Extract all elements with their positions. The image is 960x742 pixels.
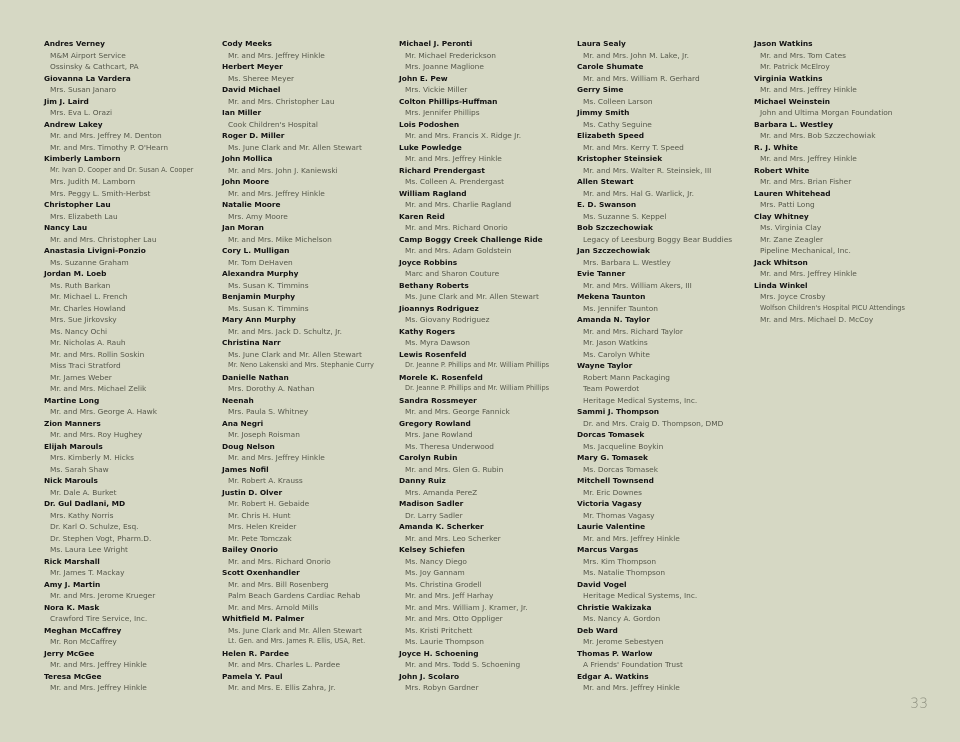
donor-line: Mr. and Mrs. George Fannick (405, 407, 510, 416)
honoree-name: Morele K. Rosenfeld (399, 372, 483, 382)
donor-line: Mr. Zane Zeagler (760, 234, 824, 244)
donor-line: Mr. and Mrs. E. Ellis Zahra, Jr. (228, 683, 336, 692)
honoree-name: Justin D. Olver (222, 487, 283, 497)
donor-line: Ms. Laurie Thompson (405, 637, 484, 646)
donor-line: Mr. and Mrs. Jeffrey Hinkle (760, 85, 857, 94)
donor-line: Mr. and Mrs. Richard Onorio (405, 223, 508, 232)
honoree-name: James Nofil (222, 464, 269, 474)
donor-line: Mr. and Mrs. Bill Rosenberg (228, 579, 329, 589)
donor-line: Mr. Chris H. Hunt (228, 510, 291, 520)
donor-line: Mr. and Mrs. Michael Zelik (50, 384, 147, 393)
honoree-name: Bob Szczechowiak (577, 223, 653, 232)
donor-line: Marc and Sharon Couture (405, 269, 500, 278)
donor-line: Mrs. Kim Thompson (583, 556, 657, 566)
column-2 (222, 38, 394, 694)
donor-line: Mr. Robert H. Gebaide (228, 499, 310, 508)
donor-line: M&M Airport Service (50, 50, 126, 60)
column-5 (754, 38, 926, 326)
column-1 (44, 38, 216, 694)
donor-line: Pipeline Mechanical, Inc. (760, 246, 851, 255)
donor-line: Mr. and Mrs. Jeff Harhay (405, 591, 494, 600)
donor-line: Mr. and Mrs. Hal G. Warlick, Jr. (583, 188, 695, 198)
honoree-name: Pamela Y. Paul (222, 671, 283, 681)
honoree-name: Mary Ann Murphy (222, 315, 296, 324)
donor-line: Dr. Stephen Vogt, Pharm.D. (50, 533, 152, 543)
donor-line: Ms. Suzanne S. Keppel (583, 211, 667, 221)
donor-line: Mrs. Elizabeth Lau (50, 211, 118, 221)
donor-line: Ms. Carolyn White (583, 349, 650, 359)
honoree-name: Cody Meeks (222, 39, 272, 48)
honoree-name: Virginia Watkins (754, 73, 823, 83)
honoree-name: Nora K. Mask (44, 602, 100, 612)
honoree-name: David Vogel (577, 579, 627, 589)
donor-line: Ms. Nancy A. Gordon (583, 614, 661, 623)
honoree-name: Andres Verney (44, 39, 105, 48)
donor-line: Mrs. Kimberly M. Hicks (50, 453, 134, 462)
honoree-name: Helen R. Pardee (222, 648, 289, 658)
donor-line: John and Ultima Morgan Foundation (760, 108, 893, 117)
honoree-name: John Mollica (222, 154, 273, 163)
honoree-name: Martine Long (44, 395, 100, 405)
donor-line: Legacy of Leesburg Boggy Bear Buddies (583, 234, 733, 244)
donor-line: Mr. and Mrs. John J. Kaniewski (228, 165, 338, 175)
honoree-name: Marcus Vargas (577, 545, 639, 554)
honoree-name: Benjamin Murphy (222, 292, 296, 301)
donor-line: Mr. and Mrs. Charles L. Pardee (228, 660, 341, 669)
honoree-name: Dr. Gul Dadlani, MD (44, 499, 126, 508)
honoree-name: Meghan McCaffrey (44, 625, 122, 635)
donor-line: Mr. and Mrs. Mike Michelson (228, 234, 332, 244)
honoree-name: Anastasia Livigni-Ponzio (44, 246, 146, 255)
honoree-name: Jordan M. Loeb (44, 269, 107, 278)
donor-line: Mr. Robert A. Krauss (228, 476, 303, 485)
donor-line: Mr. and Mrs. Jerome Krueger (50, 591, 156, 600)
donor-line: Ms. Theresa Underwood (405, 441, 494, 451)
honoree-name: Mekena Taunton (577, 292, 646, 301)
donor-line: Mrs. Susan Janaro (50, 85, 117, 94)
donor-line: Robert Mann Packaging (583, 372, 670, 382)
donor-line: Ms. Joy Gannam (405, 568, 465, 577)
donor-line: Mrs. Jane Rowland (405, 430, 473, 439)
donor-line: Mr. and Mrs. Jeffrey Hinkle (228, 188, 325, 198)
honoree-name: Lois Podoshen (399, 119, 460, 129)
donor-line: Mr. Jerome Sebestyen (583, 637, 664, 646)
donor-line: Mrs. Judith M. Lamborn (50, 177, 136, 186)
donor-line: Ms. Myra Dawson (405, 338, 470, 347)
donor-line: Mr. and Mrs. Otto Oppliger (405, 614, 503, 623)
donor-line: Ms. June Clark and Mr. Allen Stewart (405, 292, 539, 301)
honoree-name: Robert White (754, 165, 810, 175)
donor-line: Mrs. Eva L. Orazi (50, 108, 113, 117)
honoree-name: Mitchell Townsend (577, 476, 654, 485)
honoree-name: Madison Sadler (399, 499, 464, 508)
donor-line: Mr. and Mrs. Kerry T. Speed (583, 142, 684, 152)
donor-line: Mr. and Mrs. Richard Onorio (228, 556, 331, 566)
donor-line: Mr. and Mrs. Timothy P. O'Hearn (50, 142, 169, 152)
donor-line: Mrs. Amy Moore (228, 211, 288, 221)
honoree-name: Ian Miller (222, 108, 262, 117)
donor-line: Mr. Charles Howland (50, 303, 126, 313)
donor-line: Mrs. Peggy L. Smith-Herbst (50, 188, 151, 198)
honoree-name: Cory L. Mulligan (222, 246, 290, 255)
honoree-name: Camp Boggy Creek Challenge Ride (399, 234, 543, 244)
honoree-name: Jack Whitson (754, 257, 808, 267)
donor-line: Mr. Michael L. French (50, 292, 128, 301)
honoree-name: Kimberly Lamborn (44, 154, 121, 163)
donor-line: Mr. James Weber (50, 372, 112, 382)
donor-line: Dr. Karl O. Schulze, Esq. (50, 522, 139, 531)
donor-line: Mrs. Amanda PereZ (405, 487, 478, 497)
donor-line: Wolfson Children's Hospital PICU Attendings (760, 303, 905, 312)
honoree-name: Lauren Whitehead (754, 188, 831, 198)
donor-line: Mr. and Mrs. Walter R. Steinsiek, III (583, 165, 712, 175)
honoree-name: Scott Oxenhandler (222, 568, 300, 577)
donor-line: Mrs. Robyn Gardner (405, 683, 479, 692)
donor-line: Mr. and Mrs. William Akers, III (583, 280, 692, 290)
donor-line: Ms. Kristi Pritchett (405, 625, 473, 635)
donor-line: Mrs. Vickie Miller (405, 85, 468, 94)
honoree-name: Jim J. Laird (44, 96, 89, 106)
honoree-name: Danielle Nathan (222, 372, 289, 382)
honoree-name: Gerry Sime (577, 85, 624, 94)
donor-line: Ms. Christina Grodell (405, 579, 482, 589)
donor-line: Ms. Jacqueline Boykin (583, 441, 664, 451)
honoree-name: Doug Nelson (222, 441, 275, 451)
honoree-name: Danny Ruiz (399, 476, 446, 485)
donor-line: Lt. Gen. and Mrs. James R. Ellis, USA, Ret. (228, 637, 366, 645)
honoree-name: Edgar A. Watkins (577, 671, 649, 681)
honoree-name: John Moore (222, 177, 270, 186)
donor-line: Mrs. Patti Long (760, 200, 815, 209)
donor-line: Mr. Jason Watkins (583, 338, 648, 347)
donor-line: Ms. Sarah Shaw (50, 464, 109, 474)
donor-line: Mr. Michael Frederickson (405, 50, 496, 60)
honoree-name: Jason Watkins (754, 39, 813, 48)
honoree-name: Teresa McGee (44, 671, 102, 681)
honoree-name: Alexandra Murphy (222, 269, 299, 278)
donor-line: Mr. Ron McCaffrey (50, 637, 117, 646)
honoree-name: Lewis Rosenfeld (399, 349, 467, 359)
donor-line: Ms. Jennifer Taunton (583, 303, 658, 313)
honoree-name: John J. Scolaro (399, 671, 460, 681)
honoree-name: Gregory Rowland (399, 418, 471, 428)
donor-line: Ms. Giovany Rodriguez (405, 315, 490, 324)
honoree-name: Linda Winkel (754, 280, 808, 290)
honoree-name: Sammi J. Thompson (577, 407, 660, 416)
donor-line: Dr. Larry Sadler (405, 510, 463, 520)
donor-line: Ms. Nancy Ochi (50, 326, 108, 336)
donor-line: Ms. Colleen Larson (583, 96, 653, 106)
donor-line: Mr. and Mrs. Richard Taylor (583, 326, 683, 336)
donor-line: Mr. Patrick McElroy (760, 62, 830, 71)
honoree-name: Jan Szczechowiak (577, 246, 650, 255)
honoree-name: Dorcas Tomasek (577, 430, 645, 439)
donor-line: Ms. Ruth Barkan (50, 280, 111, 290)
donor-line: Mr. and Mrs. Jeffrey M. Denton (50, 131, 162, 140)
donor-line: Mr. and Mrs. Francis X. Ridge Jr. (405, 131, 522, 140)
honoree-name: Bailey Onorio (222, 545, 278, 554)
donor-line: Dr. Jeanne P. Phillips and Mr. William Phillips (405, 384, 550, 392)
honoree-name: Ana Negri (222, 418, 264, 428)
donor-line: Mr. and Mrs. Arnold Mills (228, 602, 319, 612)
honoree-name: Joyce Robbins (399, 257, 458, 267)
donor-line: Mr. and Mrs. Michael D. McCoy (760, 315, 874, 324)
donor-line: Mr. and Mrs. George A. Hawk (50, 407, 157, 416)
donor-line: Ms. Susan K. Timmins (228, 303, 309, 313)
donor-line: Heritage Medical Systems, Inc. (583, 591, 698, 600)
donor-line: Mr. and Mrs. Bob Szczechowiak (760, 131, 876, 140)
honoree-name: Bethany Roberts (399, 280, 469, 290)
honoree-name: Victoria Vagasy (577, 499, 642, 508)
donor-line: Ms. Dorcas Tomasek (583, 464, 658, 474)
honoree-name: Jioannys Rodriguez (399, 303, 479, 313)
honoree-name: Zion Manners (44, 418, 101, 428)
donor-line: Mr. and Mrs. Adam Goldstein (405, 246, 512, 255)
donor-line: Mr. Ivan D. Cooper and Dr. Susan A. Cooper (50, 165, 194, 174)
honoree-name: Giovanna La Vardera (44, 73, 131, 83)
donor-line: Mr. and Mrs. Jeffrey Hinkle (228, 453, 325, 462)
honoree-name: Joyce H. Schoening (399, 648, 479, 658)
donor-line: Ms. Susan K. Timmins (228, 280, 309, 290)
donor-line: Ms. Nancy Diego (405, 556, 467, 566)
donor-line: Mrs. Paula S. Whitney (228, 407, 309, 416)
donor-line: Mrs. Joanne Maglione (405, 62, 484, 71)
honoree-name: Evie Tanner (577, 269, 626, 278)
honoree-name: William Ragland (399, 188, 467, 198)
donor-line: Mr. and Mrs. Jeffrey Hinkle (228, 50, 325, 60)
donor-line: Mr. and Mrs. Glen G. Rubin (405, 464, 504, 474)
donor-line: A Friends' Foundation Trust (583, 660, 683, 669)
honoree-name: Thomas P. Warlow (577, 648, 653, 658)
honoree-name: Laura Sealy (577, 39, 626, 48)
donor-line: Mrs. Kathy Norris (50, 510, 114, 520)
honoree-name: Barbara L. Westley (754, 119, 834, 129)
donor-line: Mr. and Mrs. Christopher Lau (228, 96, 335, 106)
honoree-name: Kelsey Schiefen (399, 545, 465, 554)
donor-line: Mr. Joseph Roisman (228, 430, 300, 439)
donor-line: Mr. and Mrs. Brian Fisher (760, 177, 852, 186)
donor-line: Ms. June Clark and Mr. Allen Stewart (228, 349, 362, 359)
honoree-name: Nick Marouls (44, 476, 98, 485)
honoree-name: Clay Whitney (754, 211, 809, 221)
donor-line: Ms. Colleen A. Prendergast (405, 177, 505, 186)
honoree-name: Richard Prendergast (399, 165, 485, 175)
donor-line: Cook Children's Hospital (228, 119, 318, 129)
honoree-name: Roger D. Miller (222, 131, 285, 140)
donor-line: Ms. Sheree Meyer (228, 73, 295, 83)
donor-line: Mrs. Dorothy A. Nathan (228, 384, 315, 393)
donor-line: Mr. and Mrs. Charlie Ragland (405, 200, 512, 209)
honoree-name: Neenah (222, 395, 254, 405)
donor-line: Mr. and Mrs. Rollin Soskin (50, 349, 145, 359)
honoree-name: John E. Pew (399, 73, 448, 83)
page-number: 33 (910, 696, 928, 712)
honoree-name: Mary G. Tomasek (577, 453, 648, 462)
donor-line: Miss Traci Stratford (50, 361, 121, 370)
honoree-name: Amanda N. Taylor (577, 315, 651, 324)
honoree-name: R. J. White (754, 142, 798, 152)
donor-line: Mr. and Mrs. Christopher Lau (50, 234, 157, 244)
donor-line: Palm Beach Gardens Cardiac Rehab (228, 591, 361, 600)
honoree-name: Jimmy Smith (577, 108, 630, 117)
honoree-name: Allen Stewart (577, 177, 634, 186)
honoree-name: Carolyn Rubin (399, 453, 458, 462)
donor-line: Mr. and Mrs. John M. Lake, Jr. (583, 50, 689, 60)
donor-line: Mr. and Mrs. Jack D. Schultz, Jr. (228, 326, 342, 336)
donor-line: Ms. June Clark and Mr. Allen Stewart (228, 142, 362, 152)
donor-line: Dr. and Mrs. Craig D. Thompson, DMD (583, 418, 724, 428)
donor-line: Ossinsky & Cathcart, PA (50, 62, 139, 71)
honoree-name: Laurie Valentine (577, 522, 646, 531)
donor-line: Mr. Dale A. Burket (50, 487, 117, 497)
donor-line: Mr. and Mrs. Jeffrey Hinkle (760, 154, 857, 163)
donor-line: Ms. Laura Lee Wright (50, 545, 128, 554)
donor-line: Mr. Tom DeHaven (228, 257, 293, 267)
honoree-name: Christie Wakizaka (577, 602, 652, 612)
honoree-name: Christopher Lau (44, 200, 111, 209)
donor-line: Ms. Virginia Clay (760, 223, 822, 232)
donor-line: Mr. and Mrs. Jeffrey Hinkle (760, 269, 857, 278)
column-4 (577, 38, 749, 694)
donor-line: Mrs. Helen Kreider (228, 522, 297, 531)
donor-line: Heritage Medical Systems, Inc. (583, 395, 698, 405)
donor-line: Mr. and Mrs. Jeffrey Hinkle (583, 533, 680, 543)
donor-line: Mr. and Mrs. William R. Gerhard (583, 73, 700, 83)
donor-line: Mr. and Mrs. Roy Hughey (50, 430, 143, 439)
donor-line: Mr. Neno Lakenski and Mrs. Stephanie Curry (228, 361, 374, 369)
honoree-name: David Michael (222, 85, 281, 94)
donor-line: Mrs. Joyce Crosby (760, 292, 826, 301)
donor-line: Dr. Jeanne P. Phillips and Mr. William Phillips (405, 361, 550, 369)
donor-line: Ms. Natalie Thompson (583, 568, 666, 577)
honoree-name: Christina Narr (222, 338, 281, 347)
honoree-name: Jerry McGee (44, 648, 95, 658)
honoree-name: Wayne Taylor (577, 361, 633, 370)
donor-line: Mrs. Barbara L. Westley (583, 257, 671, 267)
donor-line: Mr. and Mrs. Jeffrey Hinkle (583, 683, 680, 692)
honoree-name: Andrew Lakey (44, 119, 103, 129)
donor-line: Mrs. Sue Jirkovsky (50, 315, 117, 324)
honoree-name: Jan Moran (222, 223, 264, 232)
donor-line: Mr. Eric Downes (583, 487, 642, 497)
donor-line: Mr. James T. Mackay (50, 568, 125, 577)
honoree-name: Michael Weinstein (754, 96, 831, 106)
honoree-name: Kristopher Steinsiek (577, 154, 663, 163)
donor-line: Ms. June Clark and Mr. Allen Stewart (228, 625, 362, 635)
donor-line: Mr. Pete Tomczak (228, 533, 292, 543)
donor-line: Mr. Thomas Vagasy (583, 510, 655, 520)
honoree-name: Natalie Moore (222, 200, 281, 209)
donor-line: Mr. and Mrs. Leo Scherker (405, 533, 501, 543)
honoree-name: Kathy Rogers (399, 326, 456, 336)
honoree-name: Rick Marshall (44, 556, 100, 566)
honoree-name: Karen Reid (399, 211, 445, 221)
honoree-name: Nancy Lau (44, 223, 88, 232)
donor-line: Ms. Suzanne Graham (50, 257, 129, 267)
honoree-name: Sandra Rossmeyer (399, 395, 477, 405)
honoree-name: Whitfield M. Palmer (222, 614, 305, 623)
donor-line: Team Powerdot (583, 384, 640, 393)
honoree-name: Carole Shumate (577, 62, 644, 71)
honoree-name: Amanda K. Scherker (399, 522, 484, 531)
donor-line: Mrs. Jennifer Phillips (405, 108, 480, 117)
honoree-name: Elizabeth Speed (577, 131, 645, 140)
honoree-name: Colton Phillips-Huffman (399, 96, 498, 106)
honoree-name: Deb Ward (577, 625, 618, 635)
donor-line: Mr. and Mrs. Jeffrey Hinkle (50, 660, 147, 669)
donor-line: Mr. and Mrs. Jeffrey Hinkle (50, 683, 147, 692)
honoree-name: Luke Powledge (399, 142, 462, 152)
donor-line: Mr. and Mrs. William J. Kramer, Jr. (405, 602, 528, 612)
donor-line: Mr. and Mrs. Tom Cates (760, 50, 846, 60)
honoree-name: Elijah Marouls (44, 441, 103, 451)
column-3 (399, 38, 571, 694)
donor-line: Crawford Tire Service, Inc. (50, 614, 148, 623)
donor-line: Ms. Cathy Seguine (583, 119, 652, 129)
donor-line: Mr. Nicholas A. Rauh (50, 338, 126, 347)
honoree-name: Amy J. Martin (44, 579, 101, 589)
honoree-name: Michael J. Peronti (399, 39, 473, 48)
honoree-name: Herbert Meyer (222, 62, 283, 71)
donor-line: Mr. and Mrs. Jeffrey Hinkle (405, 154, 502, 163)
honoree-name: E. D. Swanson (577, 200, 637, 209)
donor-line: Mr. and Mrs. Todd S. Schoening (405, 660, 521, 669)
